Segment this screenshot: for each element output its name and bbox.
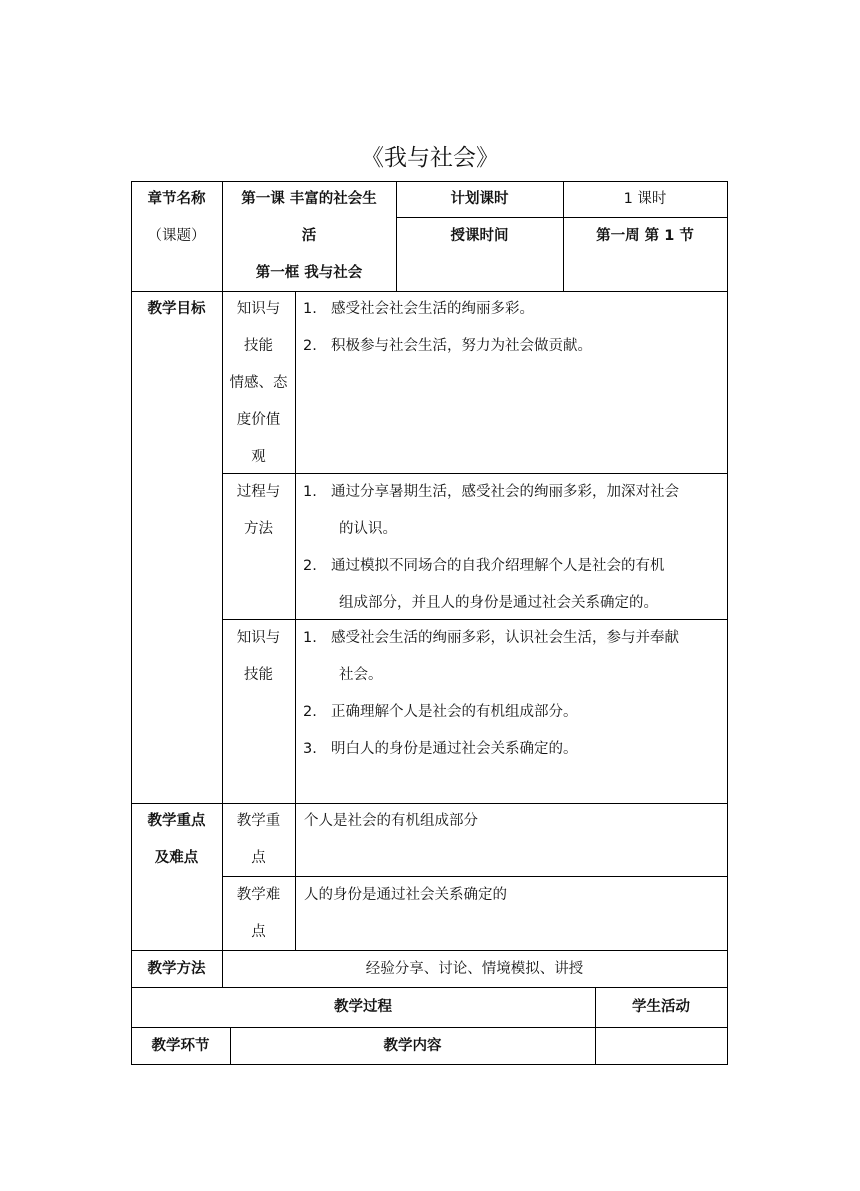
teaching-goals-label: 教学目标 [147, 301, 206, 317]
focus-label: 教学重点 及难点 [147, 813, 206, 866]
key-point-value: 个人是社会的有机组成部分 [304, 813, 478, 829]
planned-hours-value: 1 课时 [623, 191, 667, 207]
student-activity-label: 学生活动 [632, 999, 690, 1015]
method-label: 教学方法 [147, 961, 206, 977]
teaching-time-label: 授课时间 [450, 228, 509, 244]
goal-category-1: 知识与 技能 情感、态 度价值 观 [229, 301, 288, 465]
content-label: 教学内容 [383, 1038, 442, 1054]
goal-items-3: 1. 感受社会生活的绚丽多彩，认识社会生活，参与并奉献 社会。 2. 正确理解个人是社会的有机组成部分。 3. 明白人的身份是通过社会关系确定的。 [303, 620, 723, 768]
list-item: 3. 明白人的身份是通过社会关系确定的。 [303, 741, 578, 757]
list-item: 2. 正确理解个人是社会的有机组成部分。 [303, 704, 578, 720]
goal-items-1 [303, 291, 723, 365]
lesson-title: 第一课 丰富的社会生 活 第一框 我与社会 [241, 191, 377, 281]
list-item: 1. 感受社会生活的绚丽多彩，认识社会生活，参与并奉献 [303, 630, 679, 646]
list-item: 2. 积极参与社会生活，努力为社会做贡献。 [303, 338, 592, 354]
goal-category-3: 知识与 技能 [236, 630, 281, 683]
list-item: 2. 通过模拟不同场合的自我介绍理解个人是社会的有机 [303, 558, 665, 574]
stage-label: 教学环节 [151, 1038, 210, 1054]
document-title: 《我与社会》 [361, 145, 499, 171]
method-value: 经验分享、讨论、情境模拟、讲授 [365, 961, 584, 977]
table-border-right [727, 181, 728, 1065]
process-label: 教学过程 [334, 999, 392, 1015]
list-item: 1. 感受社会社会生活的绚丽多彩。 [303, 301, 534, 317]
key-point-label: 教学重 点 [236, 813, 281, 866]
chapter-name-label: 章节名称 （课题） [147, 191, 206, 244]
teaching-time-value: 第一周 第 1 节 [596, 228, 694, 244]
difficulty-label: 教学难 点 [236, 887, 281, 940]
table-line [295, 291, 296, 950]
planned-hours-label: 计划课时 [450, 191, 509, 207]
goal-items-2: 1. 通过分享暑期生活，感受社会的绚丽多彩，加深对社会 的认识。 2. 通过模拟不同场合的自我介绍理解个人是社会的有机 组成部分，并且人的身份是通过社会关系确定的。 [303, 474, 723, 622]
difficulty-value: 人的身份是通过社会关系确定的 [304, 887, 507, 903]
list-item: 1. 通过分享暑期生活，感受社会的绚丽多彩，加深对社会 [303, 484, 679, 500]
goal-category-2: 过程与 方法 [236, 484, 281, 537]
